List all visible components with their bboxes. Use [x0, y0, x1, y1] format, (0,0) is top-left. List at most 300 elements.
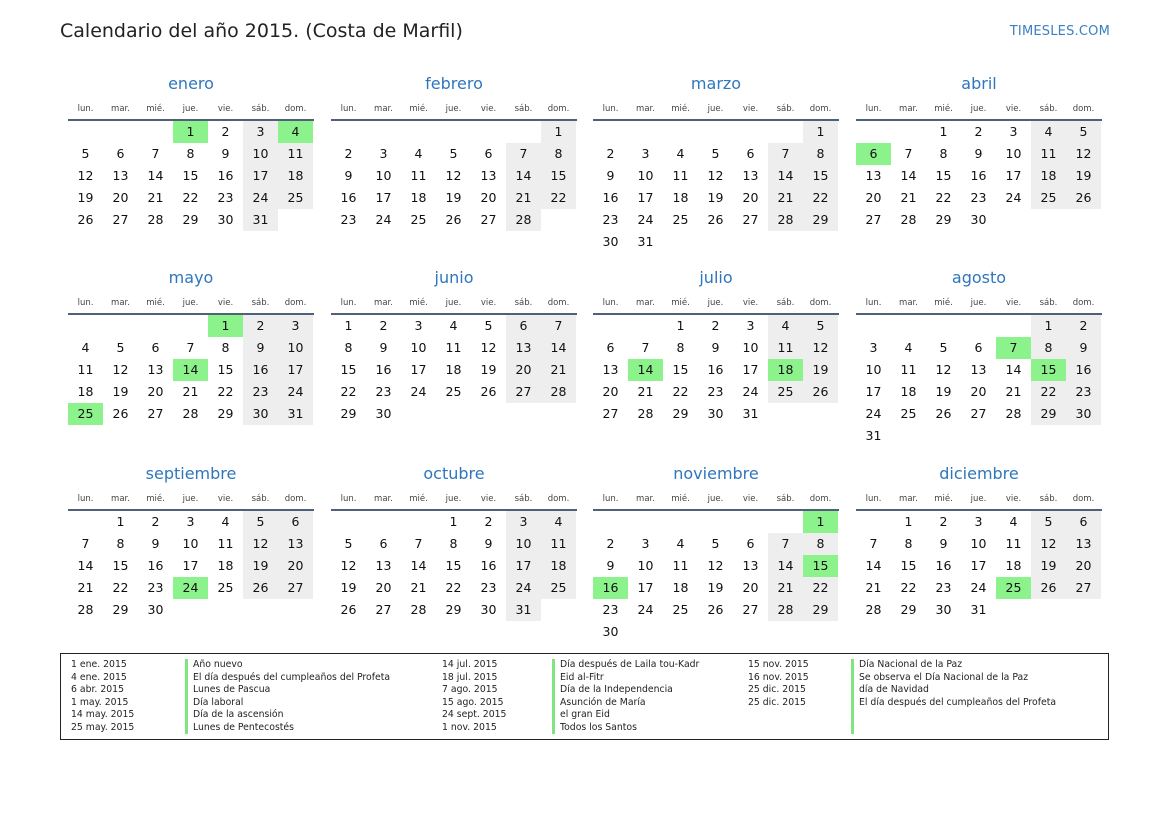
weekday-label: sáb.	[251, 104, 270, 114]
day-cell: 30	[243, 403, 278, 425]
weekday-label: sáb.	[251, 298, 270, 308]
day-cell: 21	[182, 384, 199, 399]
empty-cell	[593, 315, 628, 337]
empty-cell	[68, 511, 103, 533]
empty-cell	[593, 121, 628, 143]
day-cell: 14	[77, 558, 94, 573]
day-cell: 21	[900, 190, 917, 205]
day-cell: 13	[865, 168, 882, 183]
legend-date: 14 jul. 2015	[442, 659, 498, 670]
day-cell: 28	[182, 406, 199, 421]
day-cell: 12	[1031, 533, 1066, 555]
day-cell: 5	[484, 318, 493, 333]
weekday-label: sáb.	[776, 298, 795, 308]
day-cell: 22	[182, 190, 199, 205]
legend-holiday-name: Lunes de Pascua	[193, 684, 271, 695]
day-cell: 16	[243, 359, 278, 381]
day-cell: 24	[243, 187, 278, 209]
weekday-label: mar.	[111, 298, 130, 308]
legend-holiday-name: Día de la Independencia	[560, 684, 673, 695]
day-grid	[331, 121, 577, 231]
day-cell: 11	[278, 143, 313, 165]
day-cell: 1	[1031, 315, 1066, 337]
day-cell: 3	[974, 514, 983, 529]
day-cell: 28	[900, 212, 917, 227]
day-cell: 11	[672, 168, 689, 183]
month-title: julio	[699, 268, 733, 287]
weekday-label: sáb.	[514, 104, 533, 114]
day-cell: 13	[278, 533, 313, 555]
day-cell: 16	[1066, 359, 1101, 381]
day-cell: 23	[480, 580, 497, 595]
empty-cell	[996, 315, 1031, 337]
day-cell: 20	[480, 190, 497, 205]
day-cell: 4	[541, 511, 576, 533]
page-title: Calendario del año 2015. (Costa de Marfil)	[60, 20, 463, 42]
day-cell: 13	[742, 558, 759, 573]
day-cell: 29	[112, 602, 129, 617]
day-cell: 3	[1009, 124, 1018, 139]
legend-date: 24 sept. 2015	[442, 709, 507, 720]
weekday-label: vie.	[217, 494, 234, 504]
day-cell: 17	[375, 190, 392, 205]
weekday-label: lun.	[340, 298, 357, 308]
month-septiembre	[68, 463, 314, 621]
day-cell: 18	[77, 384, 94, 399]
holiday-day-cell: 25	[68, 403, 103, 425]
day-cell: 29	[803, 209, 838, 231]
weekday-label: mar.	[899, 298, 918, 308]
empty-cell	[366, 511, 401, 533]
day-cell: 18	[217, 558, 234, 573]
weekday-label: sáb.	[776, 494, 795, 504]
day-cell: 21	[768, 187, 803, 209]
day-cell: 2	[243, 315, 278, 337]
day-cell: 19	[243, 555, 278, 577]
day-cell: 6	[606, 340, 615, 355]
day-cell: 15	[217, 362, 234, 377]
weekday-label: jue.	[970, 494, 987, 504]
weekday-label: jue.	[182, 494, 199, 504]
day-cell: 21	[768, 577, 803, 599]
legend-holiday-name: Asunción de María	[560, 696, 646, 708]
day-cell: 7	[541, 315, 576, 337]
weekday-label: jue.	[182, 298, 199, 308]
weekday-label: jue.	[970, 104, 987, 114]
holiday-legend	[60, 653, 1109, 740]
month-title: febrero	[425, 74, 483, 93]
day-cell: 24	[375, 212, 392, 227]
weekday-label: mié.	[409, 494, 428, 504]
day-cell: 7	[151, 146, 160, 161]
month-title: enero	[168, 74, 214, 93]
weekday-header	[856, 293, 1102, 315]
day-cell: 24	[637, 602, 654, 617]
day-cell: 26	[77, 212, 94, 227]
day-cell: 20	[375, 580, 392, 595]
weekday-label: mar.	[636, 494, 655, 504]
day-cell: 7	[641, 340, 650, 355]
weekday-label: mar.	[374, 298, 393, 308]
day-cell: 9	[344, 168, 353, 183]
day-cell: 23	[375, 384, 392, 399]
weekday-label: mié.	[671, 494, 690, 504]
day-cell: 21	[1005, 384, 1022, 399]
day-cell: 10	[970, 536, 987, 551]
day-cell: 21	[865, 580, 882, 595]
day-cell: 20	[602, 384, 619, 399]
day-grid	[593, 121, 839, 253]
day-cell: 18	[1005, 558, 1022, 573]
weekday-label: jue.	[970, 298, 987, 308]
day-cell: 26	[803, 381, 838, 403]
legend-date: 25 dic. 2015	[748, 696, 806, 708]
day-cell: 16	[217, 168, 234, 183]
legend-holiday-name: Lunes de Pentecostés	[193, 721, 294, 733]
day-cell: 20	[970, 384, 987, 399]
day-cell: 14	[900, 168, 917, 183]
day-cell: 9	[606, 168, 615, 183]
legend-holiday-name: El día después del cumpleaños del Profeta	[193, 671, 391, 683]
legend-names-col-3	[859, 659, 1056, 709]
day-cell: 22	[672, 384, 689, 399]
day-cell: 7	[768, 533, 803, 555]
day-cell: 3	[186, 514, 195, 529]
day-cell: 9	[606, 558, 615, 573]
holiday-day-cell: 7	[996, 337, 1031, 359]
month-diciembre	[856, 463, 1102, 621]
legend-date: 25 may. 2015	[71, 721, 135, 733]
day-cell: 18	[541, 555, 576, 577]
day-cell: 9	[1066, 337, 1101, 359]
day-cell: 11	[77, 362, 94, 377]
day-cell: 25	[672, 212, 689, 227]
legend-holiday-name: Se observa el Día Nacional de la Paz	[859, 671, 1029, 683]
day-cell: 6	[379, 536, 388, 551]
day-cell: 28	[506, 209, 541, 231]
empty-cell	[138, 121, 173, 143]
day-cell: 8	[803, 143, 838, 165]
weekday-label: lun.	[865, 494, 882, 504]
day-cell: 12	[480, 340, 497, 355]
day-cell: 29	[340, 406, 357, 421]
day-cell: 24	[410, 384, 427, 399]
brand-link[interactable]: TIMESLES.COM	[1009, 24, 1110, 39]
legend-dates-col-2	[442, 659, 506, 734]
day-cell: 10	[1005, 146, 1022, 161]
legend-date: 1 ene. 2015	[71, 659, 127, 670]
legend-date: 6 abr. 2015	[71, 684, 125, 695]
day-cell: 13	[112, 168, 129, 183]
empty-cell	[506, 121, 541, 143]
day-cell: 16	[707, 362, 724, 377]
day-cell: 5	[116, 340, 125, 355]
day-cell: 27	[112, 212, 129, 227]
day-cell: 3	[746, 318, 755, 333]
day-cell: 23	[602, 602, 619, 617]
day-cell: 28	[1005, 406, 1022, 421]
day-cell: 16	[970, 168, 987, 183]
weekday-label: dom.	[1072, 494, 1095, 504]
day-cell: 2	[606, 146, 615, 161]
day-cell: 29	[803, 599, 838, 621]
holiday-day-cell: 24	[173, 577, 208, 599]
day-cell: 4	[768, 315, 803, 337]
day-cell: 10	[243, 143, 278, 165]
empty-cell	[401, 511, 436, 533]
month-title: noviembre	[673, 464, 759, 483]
day-cell: 27	[147, 406, 164, 421]
day-cell: 5	[81, 146, 90, 161]
day-cell: 4	[904, 340, 913, 355]
weekday-label: lun.	[602, 104, 619, 114]
day-cell: 20	[865, 190, 882, 205]
day-cell: 5	[711, 536, 720, 551]
day-cell: 14	[768, 555, 803, 577]
empty-cell	[471, 121, 506, 143]
day-cell: 31	[970, 602, 987, 617]
month-junio	[331, 267, 577, 425]
weekday-label: jue.	[707, 494, 724, 504]
day-cell: 21	[410, 580, 427, 595]
day-cell: 11	[217, 536, 234, 551]
weekday-label: mar.	[374, 104, 393, 114]
legend-dates-col-1	[71, 659, 134, 734]
legend-marker	[851, 659, 854, 734]
holiday-day-cell: 6	[856, 143, 891, 165]
legend-date: 25 dic. 2015	[748, 684, 806, 695]
day-cell: 9	[151, 536, 160, 551]
day-cell: 30	[707, 406, 724, 421]
day-cell: 8	[904, 536, 913, 551]
weekday-label: lun.	[602, 494, 619, 504]
day-cell: 1	[939, 124, 948, 139]
day-cell: 25	[217, 580, 234, 595]
legend-date: 4 ene. 2015	[71, 671, 127, 683]
day-cell: 1	[904, 514, 913, 529]
day-cell: 12	[340, 558, 357, 573]
day-cell: 16	[602, 190, 619, 205]
day-cell: 13	[970, 362, 987, 377]
empty-cell	[733, 511, 768, 533]
day-cell: 29	[900, 602, 917, 617]
day-cell: 25	[410, 212, 427, 227]
weekday-label: mié.	[146, 494, 165, 504]
month-title: mayo	[168, 268, 214, 287]
day-cell: 28	[865, 602, 882, 617]
month-marzo	[593, 73, 839, 253]
day-cell: 13	[480, 168, 497, 183]
day-cell: 25	[445, 384, 462, 399]
weekday-label: mar.	[374, 494, 393, 504]
day-cell: 30	[602, 624, 619, 639]
day-cell: 3	[243, 121, 278, 143]
day-cell: 12	[707, 558, 724, 573]
day-cell: 23	[935, 580, 952, 595]
day-cell: 2	[974, 124, 983, 139]
day-cell: 24	[865, 406, 882, 421]
day-cell: 17	[1005, 168, 1022, 183]
empty-cell	[331, 511, 366, 533]
empty-cell	[331, 121, 366, 143]
day-cell: 28	[768, 209, 803, 231]
day-cell: 3	[414, 318, 423, 333]
weekday-label: lun.	[865, 298, 882, 308]
day-cell: 6	[116, 146, 125, 161]
day-cell: 19	[803, 359, 838, 381]
day-cell: 14	[147, 168, 164, 183]
day-cell: 15	[541, 165, 576, 187]
weekday-label: dom.	[1072, 298, 1095, 308]
day-cell: 23	[970, 190, 987, 205]
day-cell: 6	[746, 146, 755, 161]
day-grid	[331, 315, 577, 425]
day-cell: 11	[768, 337, 803, 359]
weekday-header	[331, 489, 577, 511]
weekday-label: sáb.	[1039, 494, 1058, 504]
month-title: octubre	[423, 464, 485, 483]
month-title: marzo	[690, 74, 742, 93]
day-cell: 13	[1066, 533, 1101, 555]
day-cell: 7	[414, 536, 423, 551]
day-cell: 15	[445, 558, 462, 573]
day-cell: 9	[974, 146, 983, 161]
day-cell: 30	[480, 602, 497, 617]
weekday-header	[68, 489, 314, 511]
day-cell: 12	[112, 362, 129, 377]
day-cell: 28	[541, 381, 576, 403]
day-cell: 22	[900, 580, 917, 595]
weekday-label: sáb.	[514, 298, 533, 308]
day-cell: 2	[379, 318, 388, 333]
day-cell: 12	[803, 337, 838, 359]
day-cell: 9	[379, 340, 388, 355]
weekday-label: lun.	[340, 494, 357, 504]
day-cell: 13	[602, 362, 619, 377]
holiday-day-cell: 14	[628, 359, 663, 381]
day-cell: 5	[939, 340, 948, 355]
day-cell: 15	[340, 362, 357, 377]
weekday-header	[331, 99, 577, 121]
day-cell: 30	[970, 212, 987, 227]
empty-cell	[733, 121, 768, 143]
day-cell: 22	[803, 187, 838, 209]
day-cell: 23	[243, 381, 278, 403]
day-cell: 16	[147, 558, 164, 573]
month-octubre	[331, 463, 577, 621]
day-cell: 11	[900, 362, 917, 377]
day-cell: 27	[742, 212, 759, 227]
day-cell: 26	[340, 602, 357, 617]
weekday-header	[68, 293, 314, 315]
day-grid	[68, 511, 314, 621]
legend-date: 16 nov. 2015	[748, 671, 809, 683]
day-cell: 8	[344, 340, 353, 355]
legend-marker	[552, 659, 555, 734]
day-cell: 23	[147, 580, 164, 595]
day-cell: 10	[637, 168, 654, 183]
weekday-label: sáb.	[776, 104, 795, 114]
day-cell: 30	[217, 212, 234, 227]
day-cell: 19	[707, 190, 724, 205]
day-cell: 10	[506, 533, 541, 555]
day-cell: 9	[484, 536, 493, 551]
weekday-label: mar.	[111, 494, 130, 504]
empty-cell	[891, 121, 926, 143]
day-cell: 22	[803, 577, 838, 599]
day-cell: 23	[1066, 381, 1101, 403]
day-cell: 24	[742, 384, 759, 399]
holiday-day-cell: 4	[278, 121, 313, 143]
day-cell: 18	[278, 165, 313, 187]
day-cell: 15	[900, 558, 917, 573]
day-cell: 19	[935, 384, 952, 399]
day-cell: 3	[278, 315, 313, 337]
empty-cell	[698, 121, 733, 143]
day-cell: 26	[707, 212, 724, 227]
legend-names-col-2	[560, 659, 699, 734]
day-cell: 17	[278, 359, 313, 381]
weekday-label: sáb.	[1039, 104, 1058, 114]
weekday-label: dom.	[1072, 104, 1095, 114]
weekday-label: jue.	[445, 104, 462, 114]
day-cell: 7	[81, 536, 90, 551]
day-cell: 29	[445, 602, 462, 617]
day-cell: 8	[186, 146, 195, 161]
day-cell: 25	[278, 187, 313, 209]
day-cell: 31	[637, 234, 654, 249]
weekday-label: dom.	[284, 298, 307, 308]
day-cell: 8	[116, 536, 125, 551]
day-cell: 30	[1066, 403, 1101, 425]
day-grid	[68, 315, 314, 425]
weekday-header	[593, 99, 839, 121]
day-cell: 7	[186, 340, 195, 355]
day-cell: 10	[865, 362, 882, 377]
day-cell: 9	[221, 146, 230, 161]
day-cell: 29	[217, 406, 234, 421]
legend-holiday-name: Día Nacional de la Paz	[859, 659, 963, 670]
legend-holiday-name: el gran Eid	[560, 709, 610, 720]
day-cell: 1	[541, 121, 576, 143]
day-cell: 20	[278, 555, 313, 577]
day-cell: 17	[243, 165, 278, 187]
day-cell: 26	[935, 406, 952, 421]
weekday-label: sáb.	[251, 494, 270, 504]
day-cell: 26	[1066, 187, 1101, 209]
weekday-label: mié.	[671, 298, 690, 308]
day-cell: 20	[1066, 555, 1101, 577]
day-cell: 3	[869, 340, 878, 355]
weekday-label: mié.	[146, 104, 165, 114]
day-cell: 11	[672, 558, 689, 573]
month-febrero	[331, 73, 577, 231]
weekday-header	[593, 489, 839, 511]
day-cell: 8	[803, 533, 838, 555]
day-cell: 31	[243, 209, 278, 231]
day-cell: 13	[742, 168, 759, 183]
day-cell: 1	[803, 121, 838, 143]
empty-cell	[436, 121, 471, 143]
day-cell: 28	[77, 602, 94, 617]
day-cell: 14	[865, 558, 882, 573]
weekday-label: mié.	[934, 104, 953, 114]
day-cell: 11	[445, 340, 462, 355]
empty-cell	[663, 121, 698, 143]
day-cell: 10	[182, 536, 199, 551]
day-cell: 31	[865, 428, 882, 443]
weekday-label: dom.	[809, 298, 832, 308]
